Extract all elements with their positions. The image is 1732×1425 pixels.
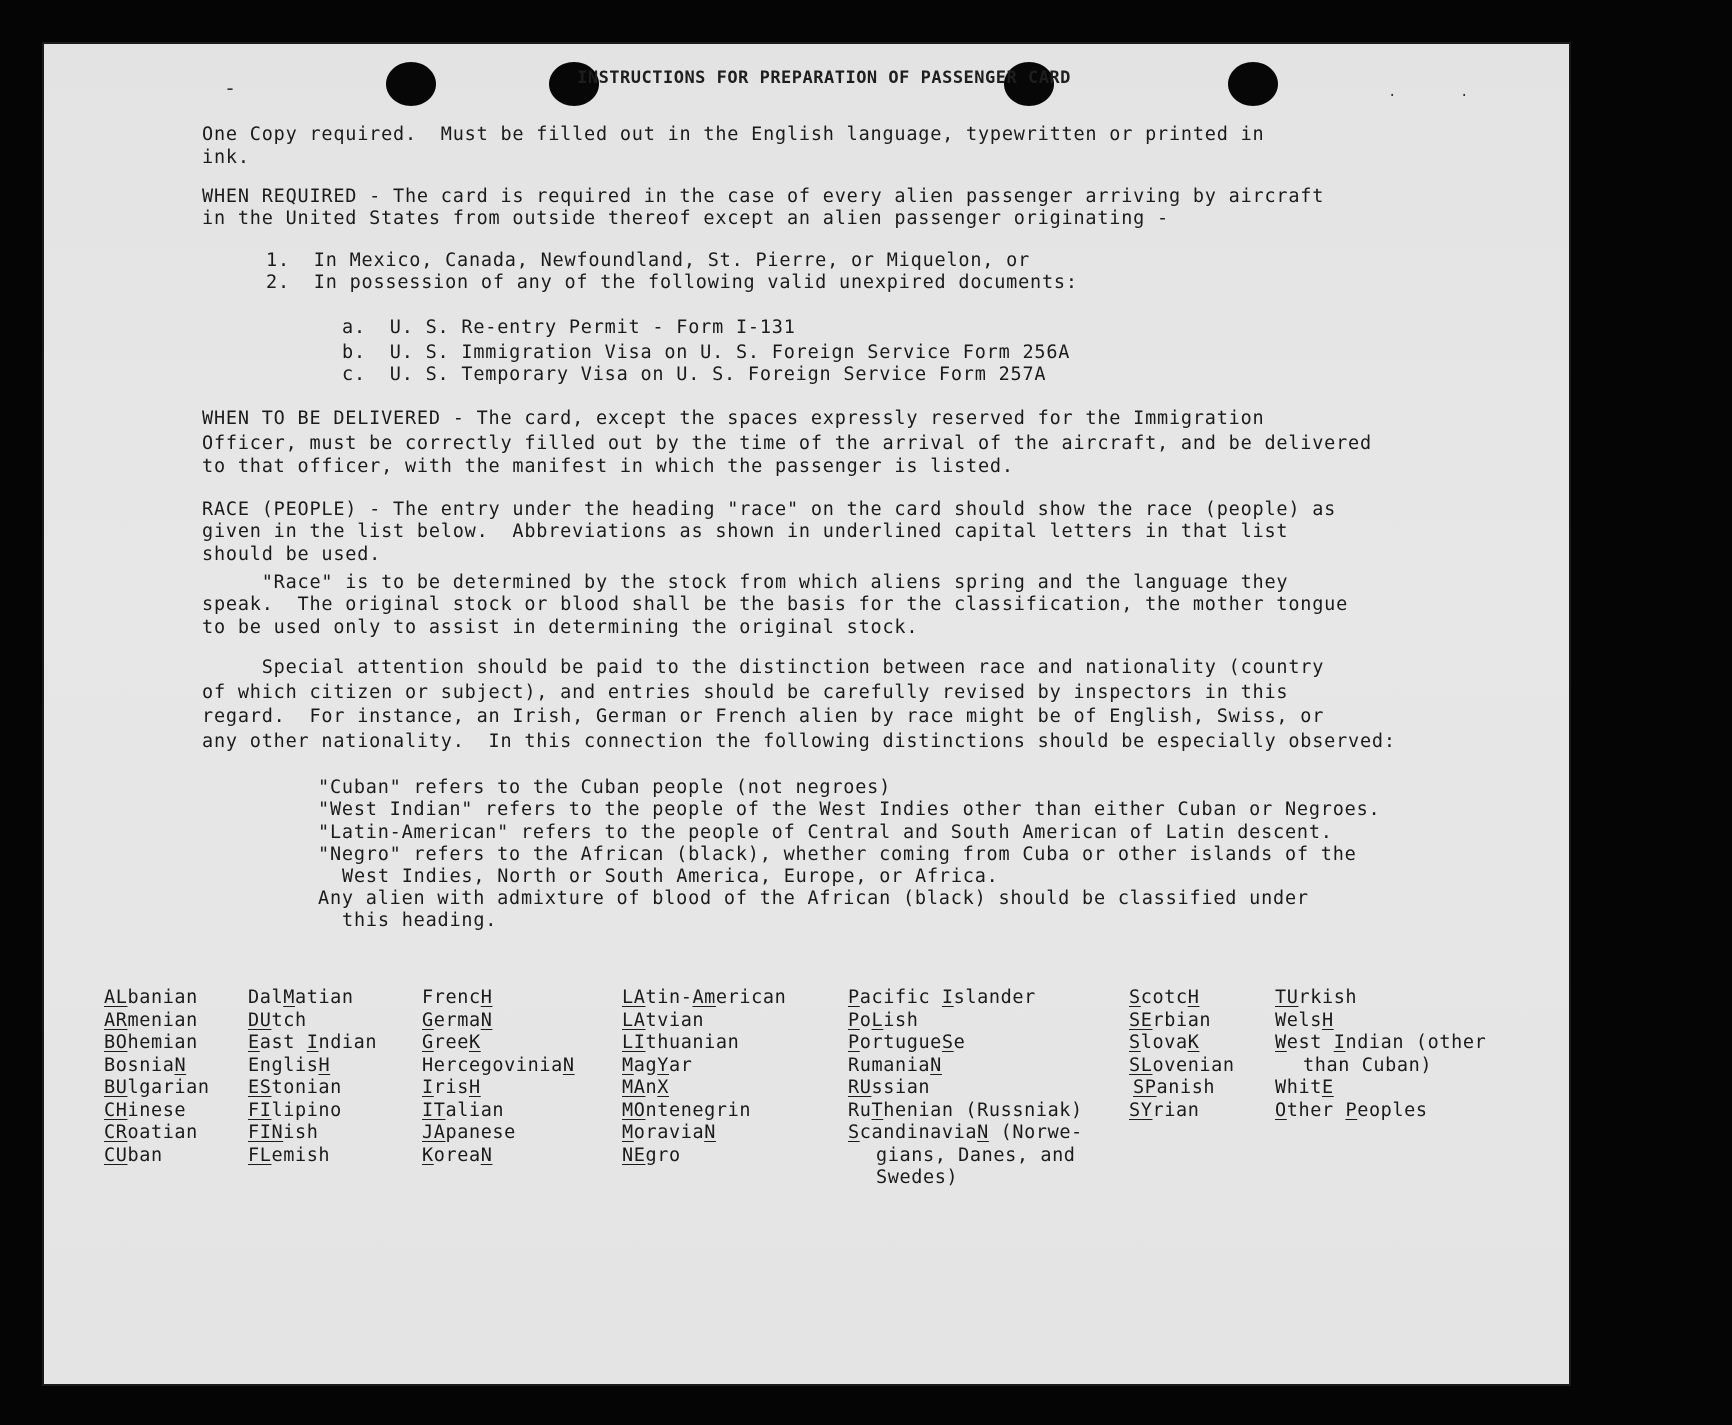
distinction-item: "West Indian" refers to the people of the West Indies other than either Cuban or Negroes.: [318, 799, 1381, 820]
race-entry: RUssian: [848, 1077, 931, 1098]
race-entry: MOntenegrin: [622, 1099, 752, 1121]
race-people-line: should be used.: [202, 544, 382, 565]
race-entry: SYrian: [1129, 1099, 1200, 1121]
document-sheet: [44, 44, 1569, 1384]
race-column: [248, 987, 377, 1167]
punch-hole: [386, 62, 436, 106]
special-attention-line: of which citizen or subject), and entries should be carefully revised by inspectors in this: [202, 682, 1289, 703]
distinction-item: "Negro" refers to the African (black), whether coming from Cuba or other islands of the: [318, 844, 1357, 865]
document-item: c. U. S. Temporary Visa on U. S. Foreign Service Form 257A: [342, 364, 1047, 385]
distinction-item: "Latin-American" refers to the people of Central and South American of Latin descent.: [318, 822, 1333, 843]
race-entry: MAnX: [622, 1077, 669, 1098]
document-item: a. U. S. Re-entry Permit - Form I-131: [342, 317, 796, 338]
when-delivered-line: WHEN TO BE DELIVERED - The card, except the spaces expressly reserved for the Immigration: [202, 408, 1265, 429]
race-entry: ALbanian: [104, 987, 198, 1008]
race-entry: RuThenian (Russniak): [848, 1099, 1083, 1121]
condition-item: 1. In Mexico, Canada, Newfoundland, St. Pierre, or Miquelon, or: [266, 250, 1031, 271]
document-item: b. U. S. Immigration Visa on U. S. Foreign Service Form 256A: [342, 342, 1071, 363]
race-entry: West Indian (other: [1275, 1032, 1487, 1053]
race-entry: SlovaK: [1129, 1032, 1200, 1053]
punch-hole: [1228, 62, 1278, 106]
race-entry: FINish: [248, 1122, 319, 1143]
race-entry: CUban: [104, 1144, 163, 1166]
race-entry: FLemish: [248, 1144, 331, 1166]
race-column: [104, 987, 210, 1167]
race-entry: gians, Danes, and: [876, 1144, 1076, 1166]
when-required-line: in the United States from outside thereof except an alien passenger originating -: [202, 208, 1169, 229]
race-entry: CHinese: [104, 1099, 187, 1121]
race-entry: LIthuanian: [622, 1032, 740, 1053]
race-entry: FIlipino: [248, 1099, 342, 1121]
condition-item: 2. In possession of any of the following valid unexpired documents:: [266, 272, 1078, 293]
race-entry: BOhemian: [104, 1032, 198, 1053]
distinction-item: Any alien with admixture of blood of the African (black) should be classified under: [318, 888, 1309, 909]
race-column: [1129, 987, 1235, 1122]
race-entry: ITalian: [422, 1099, 505, 1121]
race-entry: SPanish: [1133, 1077, 1216, 1098]
race-column: [422, 987, 575, 1167]
race-entry: Swedes): [876, 1167, 959, 1188]
race-entry: GermaN: [422, 1009, 493, 1031]
intro-line: One Copy required. Must be filled out in the English language, typewritten or printed in: [202, 124, 1265, 145]
when-delivered-line: to that officer, with the manifest in which the passenger is listed.: [202, 456, 1014, 477]
race-definition-line: "Race" is to be determined by the stock from which aliens spring and the language they: [202, 572, 1289, 593]
race-entry: PortugueSe: [848, 1032, 966, 1053]
race-entry: FrencH: [422, 987, 493, 1008]
race-entry: East Indian: [248, 1032, 378, 1053]
race-entry: BosniaN: [104, 1054, 187, 1076]
when-required-line: WHEN REQUIRED - The card is required in the case of every alien passenger arriving by aircraft: [202, 186, 1325, 207]
race-entry: RumaniaN: [848, 1054, 942, 1076]
distinction-item: West Indies, North or South America, Europe, or Africa.: [342, 866, 999, 887]
race-entry: JApanese: [422, 1122, 516, 1143]
special-attention-line: Special attention should be paid to the distinction between race and nationality (country: [202, 657, 1325, 678]
race-entry: GreeK: [422, 1032, 481, 1053]
edge-mark: .: [1388, 84, 1397, 100]
race-entry: EStonian: [248, 1077, 342, 1098]
race-entry: LAtin-American: [622, 987, 787, 1008]
race-entry: ScandinaviaN (Norwe-: [848, 1122, 1083, 1143]
intro-line: ink.: [202, 147, 250, 168]
race-entry: SErbian: [1129, 1009, 1212, 1031]
race-entry: WelsH: [1275, 1009, 1334, 1031]
race-entry: DalMatian: [248, 987, 354, 1008]
race-column: [622, 987, 786, 1167]
race-entry: KoreaN: [422, 1144, 493, 1166]
race-entry: SLovenian: [1129, 1054, 1235, 1076]
race-entry: TUrkish: [1275, 987, 1358, 1008]
special-attention-line: any other nationality. In this connection the following distinctions should be especially observed:: [202, 731, 1396, 752]
edge-mark: -: [224, 76, 237, 100]
race-entry: Other Peoples: [1275, 1099, 1428, 1121]
race-definition-line: to be used only to assist in determining the original stock.: [202, 617, 919, 638]
race-entry: Pacific Islander: [848, 987, 1036, 1008]
race-entry: DUtch: [248, 1009, 307, 1031]
race-entry: IrisH: [422, 1077, 481, 1098]
race-entry: than Cuban): [1303, 1054, 1433, 1076]
race-entry: MoraviaN: [622, 1122, 716, 1143]
race-entry: ScotcH: [1129, 987, 1200, 1008]
race-entry: MagYar: [622, 1054, 693, 1076]
race-entry: WhitE: [1275, 1077, 1334, 1098]
race-entry: BUlgarian: [104, 1077, 210, 1098]
distinction-item: "Cuban" refers to the Cuban people (not negroes): [318, 777, 892, 798]
race-people-line: RACE (PEOPLE) - The entry under the heading "race" on the card should show the race (people) as: [202, 499, 1337, 520]
race-definition-line: speak. The original stock or blood shall be the basis for the classification, the mother tongue: [202, 594, 1349, 615]
special-attention-line: regard. For instance, an Irish, German or French alien by race might be of English, Swiss, or: [202, 706, 1325, 727]
edge-mark: .: [1460, 84, 1469, 100]
race-column: [1275, 987, 1486, 1122]
race-people-line: given in the list below. Abbreviations as shown in underlined capital letters in that list: [202, 521, 1289, 542]
document-title: INSTRUCTIONS FOR PREPARATION OF PASSENGER CARD: [577, 68, 1071, 88]
distinction-item: this heading.: [342, 910, 498, 931]
race-entry: LAtvian: [622, 1009, 705, 1031]
race-column: [848, 987, 1083, 1190]
race-entry: NEgro: [622, 1144, 681, 1166]
race-entry: PoLish: [848, 1009, 919, 1031]
race-entry: HercegoviniaN: [422, 1054, 575, 1076]
race-entry: ARmenian: [104, 1009, 198, 1031]
race-entry: EnglisH: [248, 1054, 331, 1076]
when-delivered-line: Officer, must be correctly filled out by the time of the arrival of the aircraft, and be delivered: [202, 433, 1372, 454]
race-entry: CRoatian: [104, 1122, 198, 1143]
